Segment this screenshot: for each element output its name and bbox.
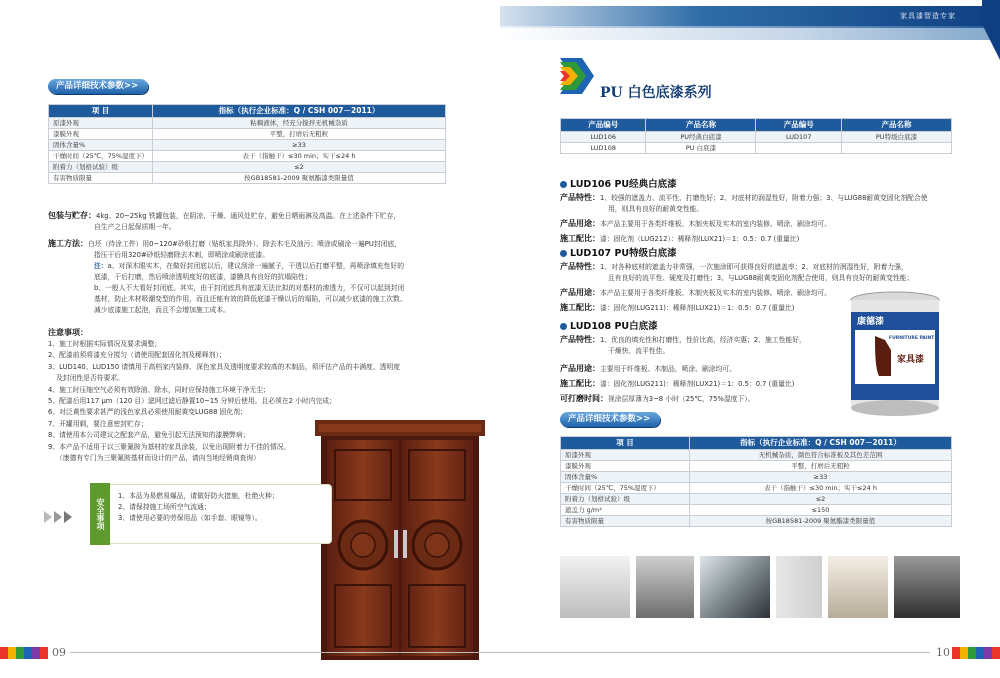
list-item: （康德有专门为三聚氰胺基材而设计的产品，请向当地经销商查询） <box>56 454 260 463</box>
header-stripe <box>500 26 1000 40</box>
table-row: 漆膜外观 平整，打磨后无粗粒 <box>561 461 952 472</box>
list-item: 8、请使用本公司建议之配套产品，避免引起无法预知的漆膜弊病； <box>48 431 250 440</box>
table-row: 原漆外观 粘稠液体，经充分搅拌无机械杂质 <box>49 118 446 129</box>
bullet-icon <box>560 181 567 188</box>
method-note-label: 注： <box>94 262 108 270</box>
product-code-table: 产品编号 产品名称 产品编号 产品名称 LUD106 PU经典白底漆 LUD107 PU特级白底漆 LUD108 PU 白底漆 <box>560 118 952 154</box>
list-item: 1、施工时根据实际情况及要求调整； <box>48 340 162 348</box>
list-item: 3、LUD140、LUD150 请慎用于高档家内装修、深色家具及透明度要求较高的木制品，须评估产品的丰满度、透明度 <box>48 362 401 371</box>
table-row: LUD106 PU经典白底漆 LUD107 PU特级白底漆 <box>561 132 952 143</box>
notes-title: 注意事项： <box>48 328 88 337</box>
safety-box <box>95 484 332 544</box>
table-row: 干燥时间（25℃，75%湿度下） 表干（指触干）≤30 min；实干≤24 h <box>561 483 952 494</box>
list-item: 1、本品为易燃易爆品，请做好防火措施，杜绝火种； <box>118 492 279 500</box>
table-row: 固体含量% ≥33 <box>561 472 952 483</box>
table-row: 附着力（划格试验）级 ≤2 <box>49 162 446 173</box>
product-title: LUD106 PU经典白底漆 <box>570 179 677 190</box>
list-item: 9、本产品不适用于以三聚氰胺为基材的家具涂装，以免出现附着力不佳的情况。 <box>48 442 291 451</box>
safety-list <box>118 491 328 524</box>
header-tagline: 家具漆智造专家 <box>900 12 956 20</box>
left-page-number: 09 <box>52 646 66 659</box>
left-spec-col2: 指标（执行企业标准：Q / CSH 007－2011） <box>153 105 446 118</box>
product-lud107: LUD107 PU特级白底漆 产品特性：1、对各种底材的遮盖力非常强，一次施涂即可获得良好的遮盖率；2、对底材的润湿性好，附着力强， 且有良好的流平性、硬度及打磨性；3、与LUG88耐黄变固化剂配合使用，则具有良好的耐黄变性能； 产品用途：本产品主要用于各类纤维板、木制夹板及实木的室内装修。喷涂、刷涂均可。 施工配比：漆：固化剂(LUG211)：稀释剂(LUX21)＝1：0.5：0.7 (重量比) <box>560 248 914 312</box>
interior-photo-2 <box>636 556 694 618</box>
paint-can-image <box>845 290 945 418</box>
packaging-label: 包装与贮存： <box>48 211 96 220</box>
right-page-number: 10 <box>936 646 950 659</box>
interior-photo-5 <box>828 556 888 618</box>
product-lud106: LUD106 PU经典白底漆 产品特性：1、较强的遮盖力、流平性、打磨性好；2、对底材的润湿性好，附着力强；3、与LUG88耐黄变固化剂配合使 用，则具有良好的耐黄变性能。 产品用途：本产品主要用于各类纤维板、木制夹板及实木的室内装修。喷涂、刷涂均可。 施工配比：漆：固化剂（LUG212）：稀释剂(LUX21)＝1：0.5：0.7 (重量比) <box>560 179 928 243</box>
table-row: 有害物质限量 按GB18581-2009 聚氨酯漆类限量值 <box>561 516 952 527</box>
left-section-title: 产品详细技术参数>> <box>48 79 148 94</box>
table-row: 干燥时间（25℃，75%湿度下） 表干（指触干）≤30 min；实干≤24 h <box>49 151 446 162</box>
list-item: 及封闭性是否符要求。 <box>56 374 124 383</box>
list-item: 2、配漆前须将漆充分搅匀（请使用配套固化剂及稀释剂）； <box>48 351 226 360</box>
table-row: 有害物质限量 按GB18581-2009 聚氨酯漆类限量值 <box>49 173 446 184</box>
right-spec-table: 项 目 指标（执行企业标准：Q / CSH 007－2011） 原漆外观 无机械杂质，颜色符合标准板及其色差范围 漆膜外观 平整，打磨后无粗粒 固体含量% ≥33 干燥时间（25℃，75%湿度下） 表干（指触干）≤30 min；实干≤24 h 附着力（划格试验）级 ≤2 遮盖力 g/m² ≤150 有害物质限量 按GB18581-2009 聚氨酯漆类限量值 <box>560 436 952 527</box>
table-row: 固体含量% ≥33 <box>49 140 446 151</box>
table-row: 遮盖力 g/m² ≤150 <box>561 505 952 516</box>
right-color-bar <box>952 647 1000 659</box>
right-footer-line <box>500 652 930 653</box>
list-item: 5、配漆后用117 μm（120 目）滤网过滤后静置10~15 分钟后使用。且必须在2 小时内完成； <box>48 397 336 406</box>
interior-photo-4 <box>776 556 822 618</box>
product-title: LUD108 PU白底漆 <box>570 321 658 332</box>
series-logo-icon <box>560 58 594 94</box>
interior-photo-1 <box>560 556 630 618</box>
interior-photo-3 <box>700 556 770 618</box>
arrow-decoration <box>44 508 80 520</box>
left-spec-col1: 项 目 <box>49 105 153 118</box>
safety-side-label: 安全事项 <box>90 483 110 545</box>
packaging-block: 包装与贮存：4kg、20~25kg 铁罐包装，在阴凉、干燥、通风处贮存，避免日晒雨淋及高温。在上述条件下贮存， 自生产之日起保质期一年。 <box>48 211 401 231</box>
can-brand: 康德漆 <box>857 317 885 327</box>
table-row: LUD108 PU 白底漆 <box>561 143 952 154</box>
product-title: LUD107 PU特级白底漆 <box>570 248 677 259</box>
method-label: 施工方法： <box>48 239 88 248</box>
product-lud108: LUD108 PU白底漆 产品特性：1、优良的填充性和打磨性，性价比高，经济实惠；2、施工性能好， 干燥快、流平性佳。 产品用途：主要用于纤维板、木制品，喷涂、刷涂均可。 施工配比：漆：固化剂(LUG211)：稀释剂(LUX21)＝1：0.5：0.7 (重量比) 可打磨时间：视涂层厚薄为3~8 小时（25℃，75%湿度下）。 <box>560 321 806 403</box>
can-label-cn: 家具漆 <box>897 355 925 365</box>
left-spec-table <box>48 104 446 184</box>
right-section-title: 产品详细技术参数>> <box>560 412 660 427</box>
table-row: 附着力（划格试验）级 ≤2 <box>561 494 952 505</box>
interior-photo-6 <box>894 556 960 618</box>
table-row: 原漆外观 无机械杂质，颜色符合标准板及其色差范围 <box>561 450 952 461</box>
list-item: 4、施工时压缩空气必须有效除油、除水，同时应保持施工环境干净无尘； <box>48 385 270 394</box>
wooden-door-image <box>315 420 485 660</box>
method-block: 施工方法：白坯（待涂工件）用0~120#砂纸打磨（贴纸家具除外）、除去木毛及油污；喷涂或刷涂一遍PU封闭底， 指压干后用320#砂纸轻磨除去木刺，即喷涂或刷涂底漆。 注：a、对深木眼实木，在做好封闭底以后，建议刮涂一遍腻子，干透以后打磨平整，再喷涂填充性好的 底漆，干后打磨，然后喷涂透明度好的底漆，漆膜具有良好的抗塌陷性； b、一般人不大看好封闭底。其实，由于封闭底具有底漆无法比拟的对基材的渗透力，不仅可以起到封闭 基材，防止木材吸潮变型的作用，而且还能有效的降低底漆干燥以后的塌陷，可以减少底漆的施工次数、 减少底漆施工起泡，而且不会增加施工成本。 <box>48 239 407 314</box>
list-item: 3、请使用必要的劳保用品（如手套、眼镜等）。 <box>118 514 262 522</box>
list-item: 7、开罐用剩，要注意密封贮存； <box>48 419 148 428</box>
table-row: 漆膜外观 平整，打磨后无粗粒 <box>49 129 446 140</box>
list-item: 2、请保持施工场所空气流通； <box>118 503 211 511</box>
can-label-en: FURNITURE PAINT <box>889 336 935 341</box>
bullet-icon <box>560 250 567 257</box>
bullet-icon <box>560 323 567 330</box>
left-color-bar <box>0 647 48 659</box>
series-title: PU 白色底漆系列 <box>600 85 712 101</box>
left-footer-line <box>70 652 500 653</box>
notes-list <box>48 339 401 464</box>
list-item: 6、对泛黄性要求甚严的浅色家具必须使用耐黄变LUG88 固化剂； <box>48 408 247 417</box>
